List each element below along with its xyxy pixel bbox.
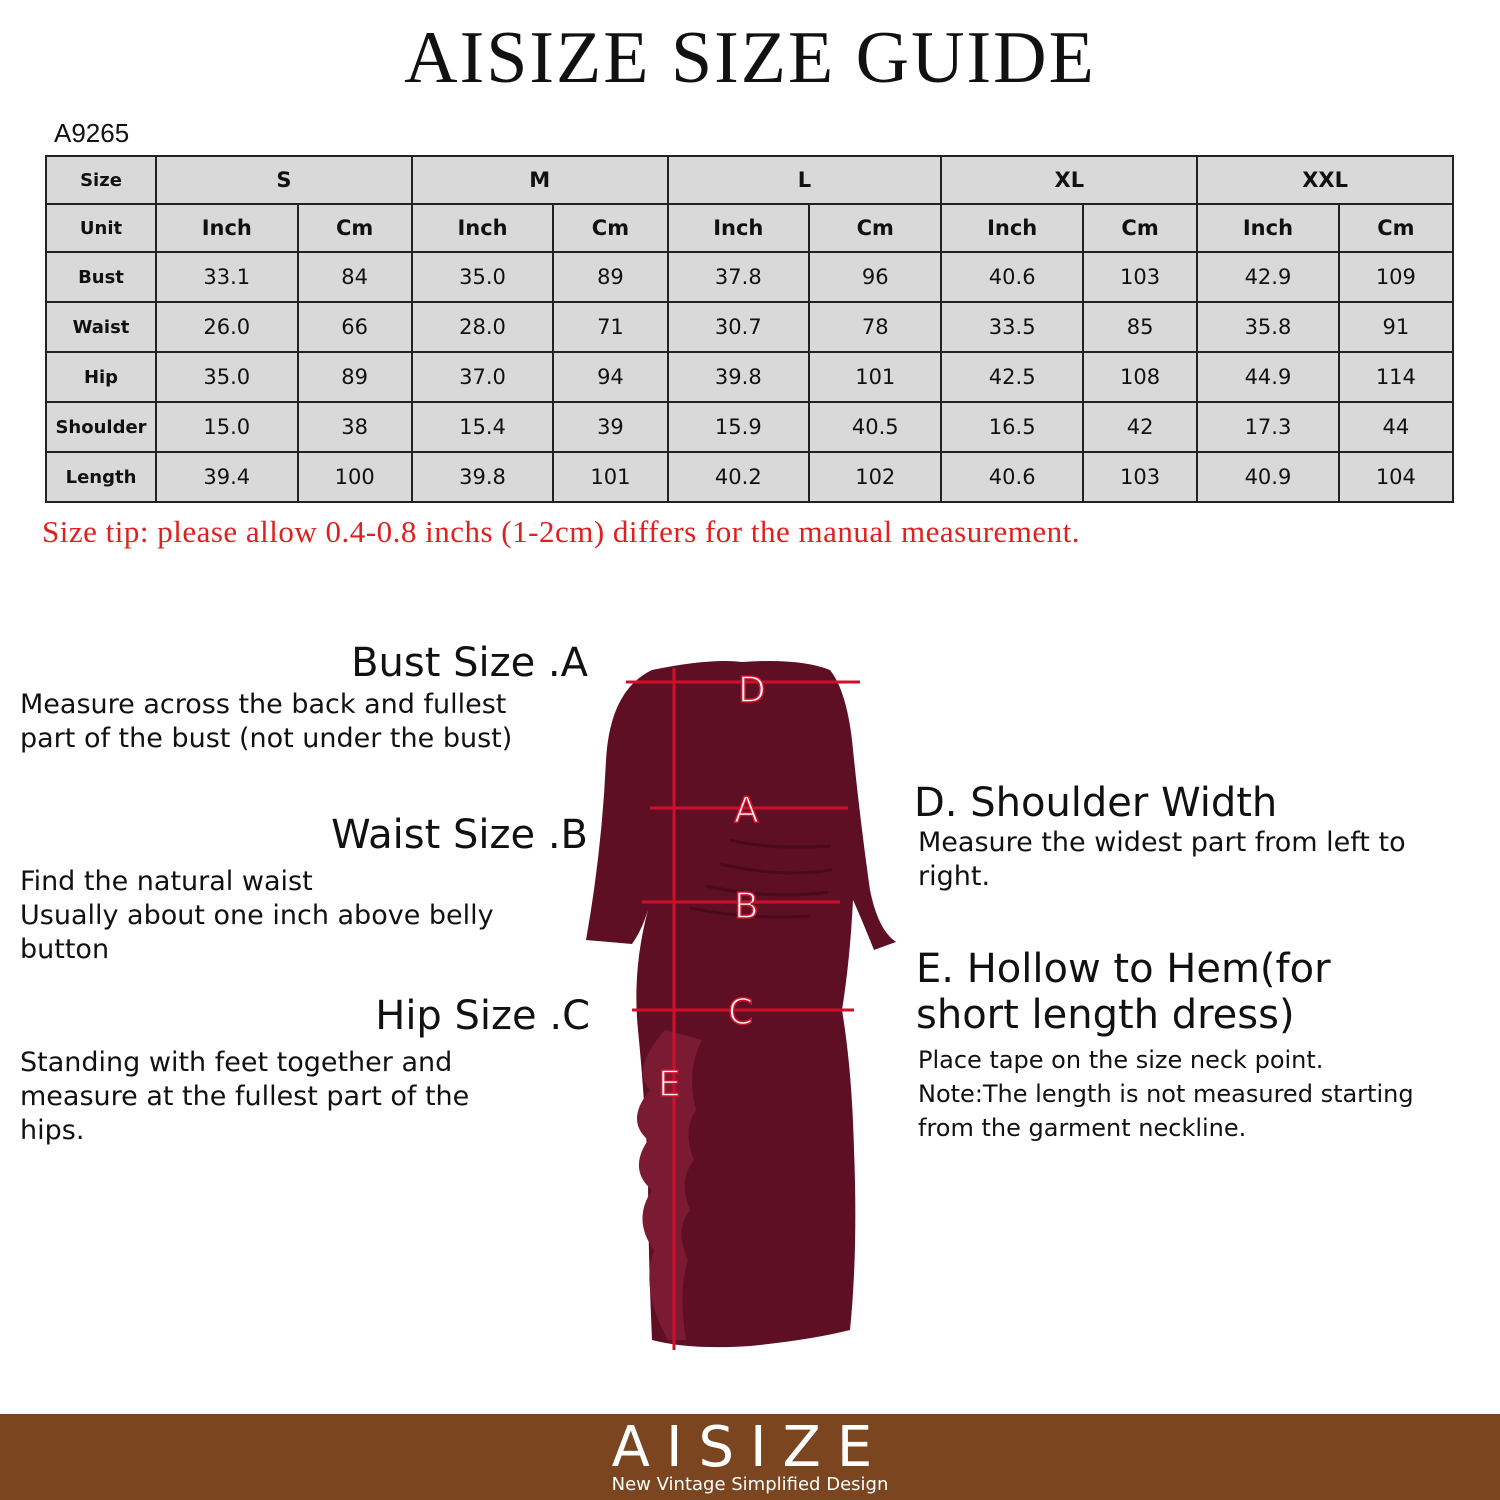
size-tip: Size tip: please allow 0.4-0.8 inchs (1-2cm) differs for the manual measurement.: [42, 514, 1081, 549]
table-cell: 35.8: [1197, 302, 1339, 352]
table-cell: 42: [1083, 402, 1197, 452]
length-description-line: Place tape on the size neck point.: [918, 1046, 1324, 1074]
table-cell: 35.0: [156, 352, 298, 402]
table-cell: 114: [1339, 352, 1453, 402]
unit-cm: Cm: [1339, 204, 1453, 252]
length-description-line: Note:The length is not measured starting: [918, 1080, 1414, 1108]
length-heading: [916, 946, 1331, 1038]
table-cell: 40.6: [941, 252, 1083, 302]
table-cell: 96: [809, 252, 941, 302]
table-cell: 33.1: [156, 252, 298, 302]
table-cell: 33.5: [941, 302, 1083, 352]
mark-a: A: [734, 790, 759, 831]
table-cell: 101: [553, 452, 667, 502]
hip-description-line: hips.: [20, 1115, 85, 1146]
table-cell: 17.3: [1197, 402, 1339, 452]
length-heading-line: E. Hollow to Hem(for: [916, 946, 1331, 992]
table-row: [46, 402, 1453, 452]
row-label: Shoulder: [46, 402, 156, 452]
size-chart-table: [45, 155, 1454, 503]
table-row: [46, 252, 1453, 302]
mark-c: C: [728, 992, 754, 1033]
bust-heading: Bust Size .A: [351, 640, 588, 686]
row-label: Bust: [46, 252, 156, 302]
table-cell: 103: [1083, 452, 1197, 502]
table-cell: 104: [1339, 452, 1453, 502]
table-cell: 44.9: [1197, 352, 1339, 402]
table-cell: 108: [1083, 352, 1197, 402]
table-cell: 89: [298, 352, 412, 402]
table-cell: 89: [553, 252, 667, 302]
table-cell: 84: [298, 252, 412, 302]
table-cell: 39: [553, 402, 667, 452]
unit-header: Unit: [46, 204, 156, 252]
bust-description-line: Measure across the back and fullest: [20, 689, 507, 720]
table-cell: 42.5: [941, 352, 1083, 402]
table-cell: 66: [298, 302, 412, 352]
table-cell: 39.8: [412, 452, 554, 502]
table-cell: 78: [809, 302, 941, 352]
table-cell: 15.0: [156, 402, 298, 452]
size-header: Size: [46, 156, 156, 204]
brand-footer: [0, 1414, 1500, 1500]
unit-inch: Inch: [1197, 204, 1339, 252]
table-row: [46, 352, 1453, 402]
unit-cm: Cm: [1083, 204, 1197, 252]
table-cell: 16.5: [941, 402, 1083, 452]
table-cell: 102: [809, 452, 941, 502]
unit-cm: Cm: [553, 204, 667, 252]
table-cell: 71: [553, 302, 667, 352]
table-cell: 91: [1339, 302, 1453, 352]
table-cell: 40.6: [941, 452, 1083, 502]
unit-inch: Inch: [941, 204, 1083, 252]
table-cell: 44: [1339, 402, 1453, 452]
table-cell: 37.0: [412, 352, 554, 402]
size-m: M: [412, 156, 668, 204]
brand-tagline: New Vintage Simplified Design: [611, 1474, 889, 1495]
table-cell: 101: [809, 352, 941, 402]
table-cell: 39.8: [668, 352, 810, 402]
table-cell: 103: [1083, 252, 1197, 302]
length-description: [918, 1043, 1414, 1145]
table-cell: 40.2: [668, 452, 810, 502]
unit-inch: Inch: [412, 204, 554, 252]
size-xl: XL: [941, 156, 1197, 204]
row-label: Hip: [46, 352, 156, 402]
row-label: Length: [46, 452, 156, 502]
table-cell: 94: [553, 352, 667, 402]
table-cell: 35.0: [412, 252, 554, 302]
size-xxl: XXL: [1197, 156, 1453, 204]
hip-heading: Hip Size .C: [375, 993, 590, 1039]
table-cell: 15.4: [412, 402, 554, 452]
mark-e: E: [658, 1064, 681, 1105]
table-row: [46, 452, 1453, 502]
table-cell: 40.5: [809, 402, 941, 452]
mark-d: D: [738, 670, 766, 711]
table-row: [46, 302, 1453, 352]
bust-description-line: part of the bust (not under the bust): [20, 723, 513, 754]
table-cell: 100: [298, 452, 412, 502]
table-cell: 85: [1083, 302, 1197, 352]
shoulder-description: [918, 826, 1406, 894]
shoulder-description-line: right.: [918, 861, 991, 892]
table-row-sizes: [46, 156, 1453, 204]
shoulder-description-line: Measure the widest part from left to: [918, 827, 1406, 858]
length-description-line: from the garment neckline.: [918, 1114, 1247, 1142]
hip-description-line: measure at the fullest part of the: [20, 1081, 470, 1112]
table-cell: 38: [298, 402, 412, 452]
hip-description: [20, 1046, 469, 1148]
page-title: AISIZE SIZE GUIDE: [404, 17, 1096, 99]
table-cell: 40.9: [1197, 452, 1339, 502]
table-cell: 28.0: [412, 302, 554, 352]
table-cell: 42.9: [1197, 252, 1339, 302]
unit-cm: Cm: [298, 204, 412, 252]
waist-description-line: Usually about one inch above belly: [20, 900, 494, 931]
hip-description-line: Standing with feet together and: [20, 1047, 453, 1078]
unit-inch: Inch: [156, 204, 298, 252]
table-row-units: [46, 204, 1453, 252]
shoulder-heading: D. Shoulder Width: [914, 780, 1278, 826]
table-cell: 30.7: [668, 302, 810, 352]
row-label: Waist: [46, 302, 156, 352]
waist-description-line: Find the natural waist: [20, 866, 313, 897]
table-cell: 37.8: [668, 252, 810, 302]
table-cell: 15.9: [668, 402, 810, 452]
waist-description: [20, 865, 494, 967]
size-l: L: [668, 156, 942, 204]
model-number: A9265: [54, 118, 130, 148]
bust-description: [20, 688, 512, 756]
mark-b: B: [734, 886, 759, 927]
table-cell: 39.4: [156, 452, 298, 502]
unit-inch: Inch: [668, 204, 810, 252]
brand-logo: AISIZE: [611, 1415, 889, 1480]
dress-illustration: [570, 650, 910, 1370]
length-heading-line: short length dress): [916, 992, 1295, 1038]
table-cell: 109: [1339, 252, 1453, 302]
unit-cm: Cm: [809, 204, 941, 252]
waist-heading: Waist Size .B: [331, 812, 588, 858]
size-s: S: [156, 156, 412, 204]
waist-description-line: button: [20, 934, 110, 965]
table-cell: 26.0: [156, 302, 298, 352]
